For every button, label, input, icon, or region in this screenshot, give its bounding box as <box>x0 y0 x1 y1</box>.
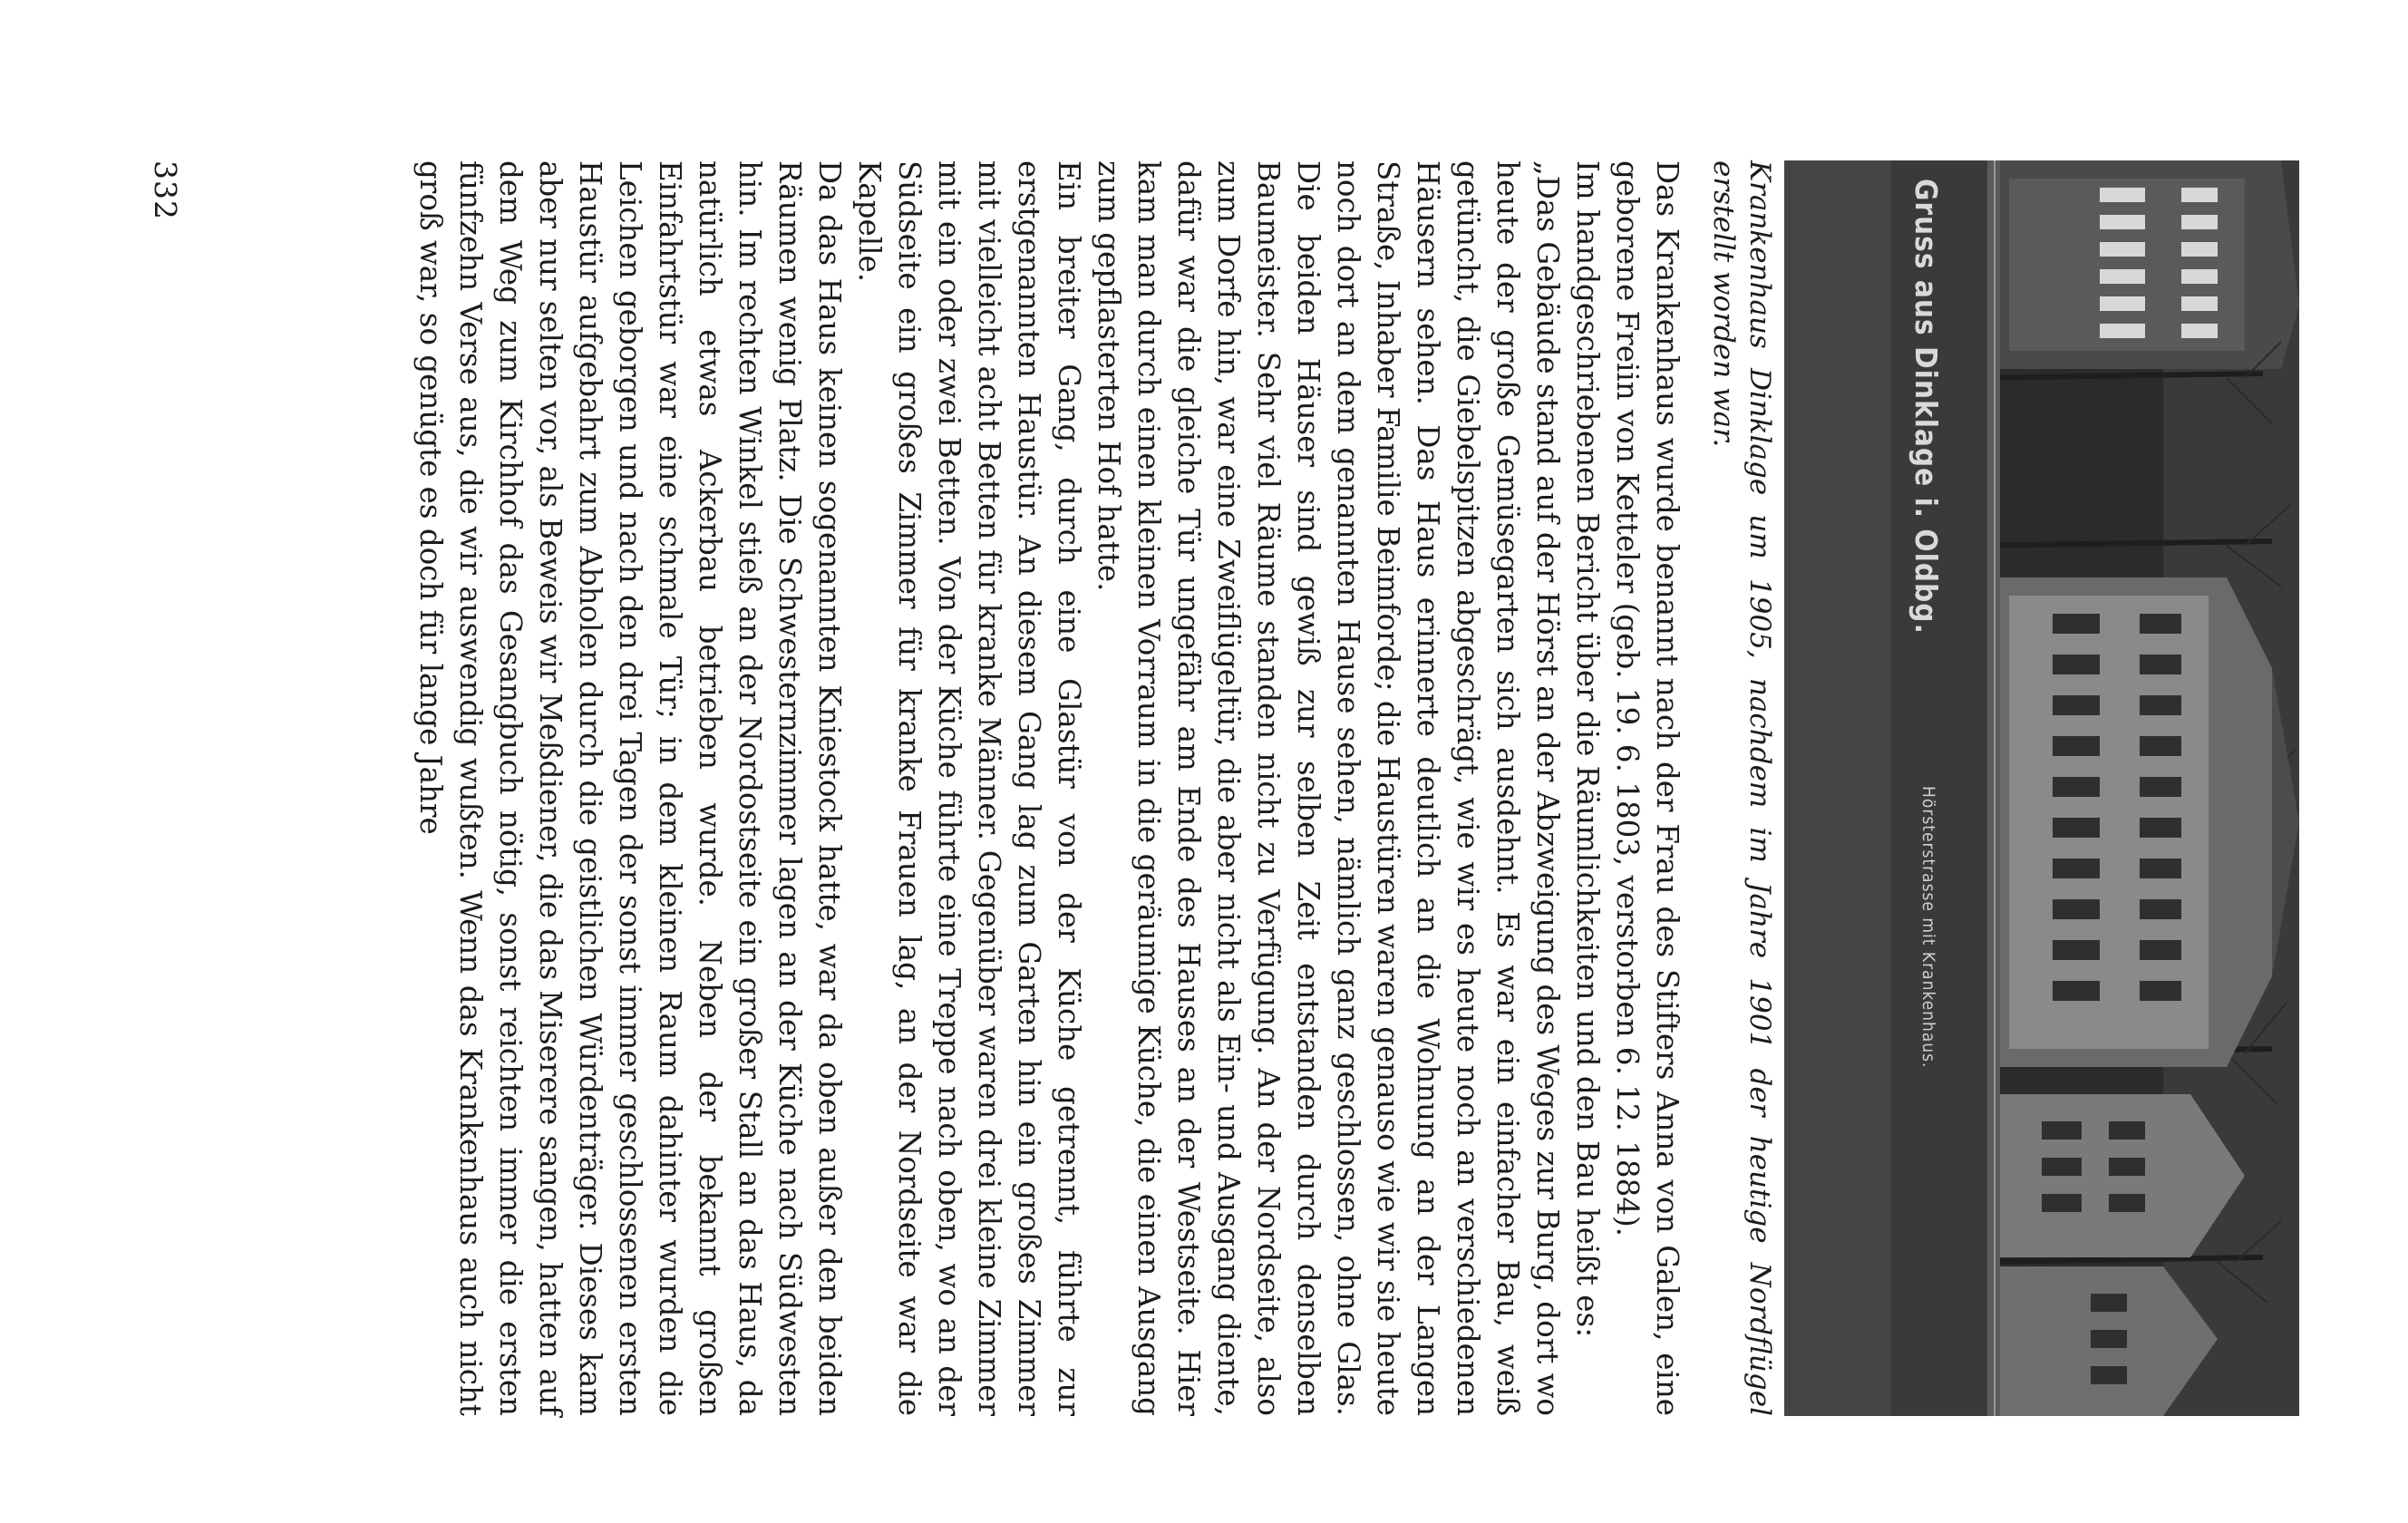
page-number: 332 <box>148 160 183 220</box>
paragraph: Ein breiter Gang, durch eine Glastür von der Küche getrennt, führte zur erstgenannten Haustür. An diesem Gang lag zum Garten hin ein großes Zimmer mit vielleicht acht Betten für kranke Männer. Gegenüber waren drei kleine Zimmer mit ein oder zwei Betten. Von der Küche führte eine Treppe nach oben, wo an der Südseite ein großes Zimmer für kranke Frauen lag, an der Nordseite war die Kapelle. <box>852 160 1086 1416</box>
hospital-street-illustration <box>1784 160 2299 1416</box>
paragraph: Im handgeschriebenen Bericht über die Räumlichkeiten und den Bau heißt es: <box>1570 160 1605 1338</box>
paragraph: Das Krankenhaus wurde benannt nach der Frau des Stifters Anna von Galen, eine geborene Freiin von Ketteler (geb. 19. 6. 1803, verstorben 6. 12. 1884). <box>1610 160 1685 1416</box>
historic-photo <box>1784 160 2299 1416</box>
paragraph: „Das Gebäude stand auf der Hörst an der Abzweigung des Weges zur Burg, dort wo heute der große Gemüsegarten sich ausdehnt. Es war ein einfacher Bau, weiß getüncht, die Giebelspitzen abgeschrägt, wie wir es heute noch an verschiedenen Häusern sehen. Das Haus erinnerte deutlich an die Wohnung an der Langen Straße, Inhaber Familie Beimforde; die Haustüren waren genauso wie wir sie heute noch dort an dem genannten Hause sehen, nämlich ganz geschlossen, ohne Glas. Die beiden Häuser sind gewiß zur selben Zeit entstanden durch denselben Baumeister. Sehr viel Räume standen nicht zu Verfügung. An der Nordseite, also zum Dorfe hin, war eine Zweiflügeltür, die aber nicht als Ein- und Ausgang diente, dafür war die gleiche Tür ungefähr am Ende des Hauses an der Westseite. Hier kam man durch einen kleinen Vorraum in die geräumige Küche, die einen Ausgang zum gepflasterten Hof hatte. <box>1092 160 1565 1416</box>
photo-title: Gruss aus Dinklage i. Oldbg. <box>1908 179 1944 635</box>
photo-caption: Krankenhaus Dinklage um 1905, nachdem im Jahre 1901 der heutige Nordflügel erstellt worden war. <box>1707 160 1776 1416</box>
body-text <box>411 160 1687 1416</box>
paragraph: Da das Haus keinen sogenannten Kniestock hatte, war da oben außer den beiden Räumen wenig Platz. Die Schwesternzimmer lagen an der Küche nach Südwesten hin. Im rechten Winkel stieß an der Nordostseite ein großer Stall an das Haus, da natürlich etwas Ackerbau betrieben wurde. Neben der bekannt großen Einfahrtstür war eine schmale Tür; in dem kleinen Raum dahinter wurden die Leichen geborgen und nach den drei Tagen der sonst immer geschlossenen ersten Haustür aufgebahrt zum Abholen durch die geistlichen Würdenträger. Dieses kam aber nur selten vor, als Beweis wir Meßdiener, die das Miserere sangen, hatten auf dem Weg zum Kirchhof das Gesangbuch nötig, sonst reichten immer die ersten fünfzehn Verse aus, die wir auswendig wußten. Wenn das Krankenhaus auch nicht groß war, so genügte es doch für lange Jahre <box>413 160 847 1416</box>
photo-subtitle: Hörsterstrasse mit Krankenhaus. <box>1918 786 1938 1069</box>
